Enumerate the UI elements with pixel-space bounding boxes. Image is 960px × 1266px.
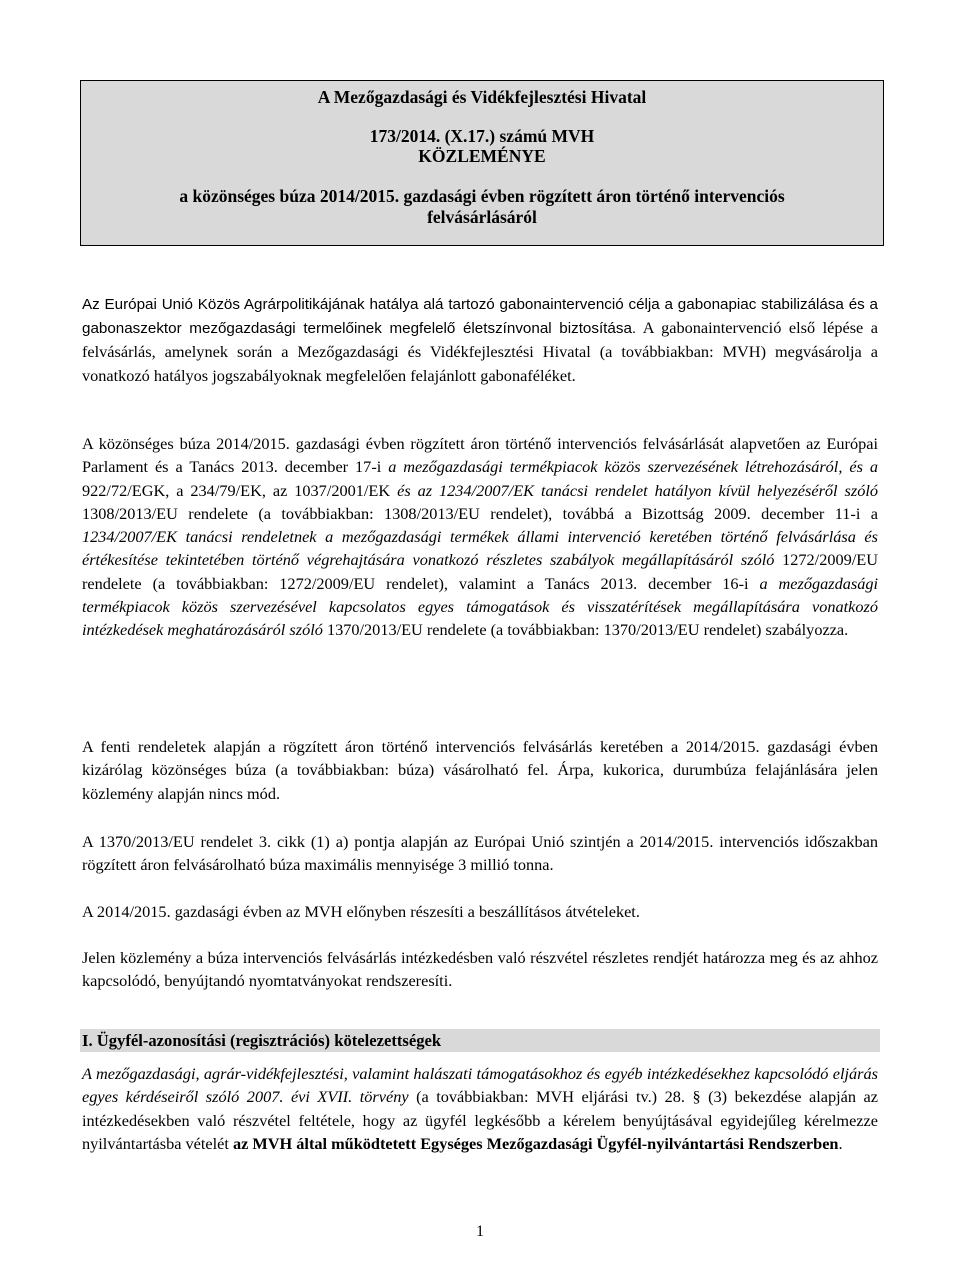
paragraph-max-quantity: A 1370/2013/EU rendelet 3. cikk (1) a) pontja alapján az Európai Unió szintjén a 2014/2015. intervenciós időszakban rögzített áron felvásárolható búza maximális mennyisége 3 millió tonna. (82, 832, 878, 875)
legal-text-5: 1370/2013/EU rendelete (a továbbiakban: 1370/2013/EU rendelet) szabályozza. (322, 620, 849, 640)
legal-italic-1: a mezőgazdasági termékpiacok közös szervezésének létrehozásáról, és a (388, 457, 878, 477)
section1-paragraph (82, 1062, 878, 1155)
paragraph-scope: Jelen közlemény a búza intervenciós felvásárlás intézkedésben való részvétel részletes rendjét határozza meg és az ahhoz kapcsolódó, benyújtandó nyomtatványokat rendszeresíti. (82, 948, 878, 991)
section-heading: I. Ügyfél-azonosítási (regisztrációs) kötelezettségek (80, 1029, 880, 1052)
title-subject-line1: a közönséges búza 2014/2015. gazdasági évben rögzített áron történő intervenciós (179, 186, 785, 206)
legal-basis-paragraph (82, 432, 878, 642)
legal-text-3: 1308/2013/EU rendelete (a továbbiakban: 1308/2013/EU rendelet), továbbá a Bizottság 2009. december 11-i a (82, 503, 878, 523)
legal-text-4: 1272/2009/EU rendelete (a továbbiakban: 1272/2009/EU rendelet), valamint a Tanács 2013. december 16-i (82, 550, 878, 593)
paragraph-eligible-grain: A fenti rendeletek alapján a rögzített áron történő intervenciós felvásárlás keretében a 2014/2015. gazdasági évben kizárólag közönséges búza (a továbbiakban: búza) vásárolható fel. Árpa, kukorica, durumbúza felajánlására jelen közlemény alapján nincs mód. (82, 737, 878, 803)
title-type: KÖZLEMÉNYE (418, 146, 546, 166)
legal-italic-3: 1234/2007/EK tanácsi rendeletnek a mezőgazdasági termékek állami intervenció keretében történő felvásárlása és értékesítése tekintetében történő végrehajtására vonatkozó részletes szabályok megállapításáról szóló (82, 527, 878, 570)
intro-sans-text: Az Európai Unió Közös Agrárpolitikájának hatálya alá tartozó gabonaintervenció célja a gabonapiac stabilizálása és a gabonaszektor mezőgazdasági termelőinek megfelelő életszínvonal biztosítása. (82, 296, 878, 338)
title-issuer: A Mezőgazdasági és Vidékfejlesztési Hivatal (317, 87, 647, 107)
section1-bold-system: az MVH által működtetett Egységes Mezőgazdasági Ügyfél-nyilvántartási Rendszerben (233, 1133, 839, 1153)
section1-text-1: (a továbbiakban: MVH eljárási tv.) 28. § (3) bekezdése alapján az intézkedésekben való részvétel feltétele, hogy az ügyfél legkésőbb a kérelem benyújtásával egyidejűleg kérelmezze nyilvántartásba vételét (82, 1087, 878, 1153)
title-number: 173/2014. (X.17.) számú MVH (369, 126, 595, 146)
paragraph-delivery-preference: A 2014/2015. gazdasági évben az MVH előnyben részesíti a beszállításos átvételeket. (82, 902, 640, 921)
legal-text-1: A közönséges búza 2014/2015. gazdasági évben rögzített áron történő intervenciós felvásárlását alapvetően az Európai Parlament és a Tanács 2013. december 17-i (82, 434, 878, 477)
legal-text-2: 922/72/EGK, a 234/79/EK, az 1037/2001/EK (82, 480, 398, 500)
intro-serif-text: A gabonaintervenció első lépése a felvásárlás, amelynek során a Mezőgazdasági és Vidékfejlesztési Hivatal (a továbbiakban: MVH) megvásárolja a vonatkozó hatályos jogszabályoknak megfelelően felajánlott gabonaféléket. (82, 318, 878, 385)
legal-italic-2: és az 1234/2007/EK tanácsi rendelet hatályon kívül helyezéséről szóló (397, 480, 878, 500)
intro-paragraph (82, 292, 878, 387)
section1-text-2: . (838, 1133, 843, 1153)
section1-italic-law: A mezőgazdasági, agrár-vidékfejlesztési, valamint halászati támogatásokhoz és egyéb intézkedésekhez kapcsolódó eljárás egyes kérdéseiről szóló 2007. évi XVII. törvény (82, 1064, 878, 1107)
title-subject-line2: felvásárlásáról (427, 207, 537, 227)
page-number: 1 (476, 1223, 484, 1240)
legal-italic-4: a mezőgazdasági termékpiacok közös szervezésével kapcsolatos egyes támogatások és visszatérítések megállapítására vonatkozó intézkedések meghatározásáról szóló (82, 573, 878, 640)
title-box (80, 80, 884, 246)
